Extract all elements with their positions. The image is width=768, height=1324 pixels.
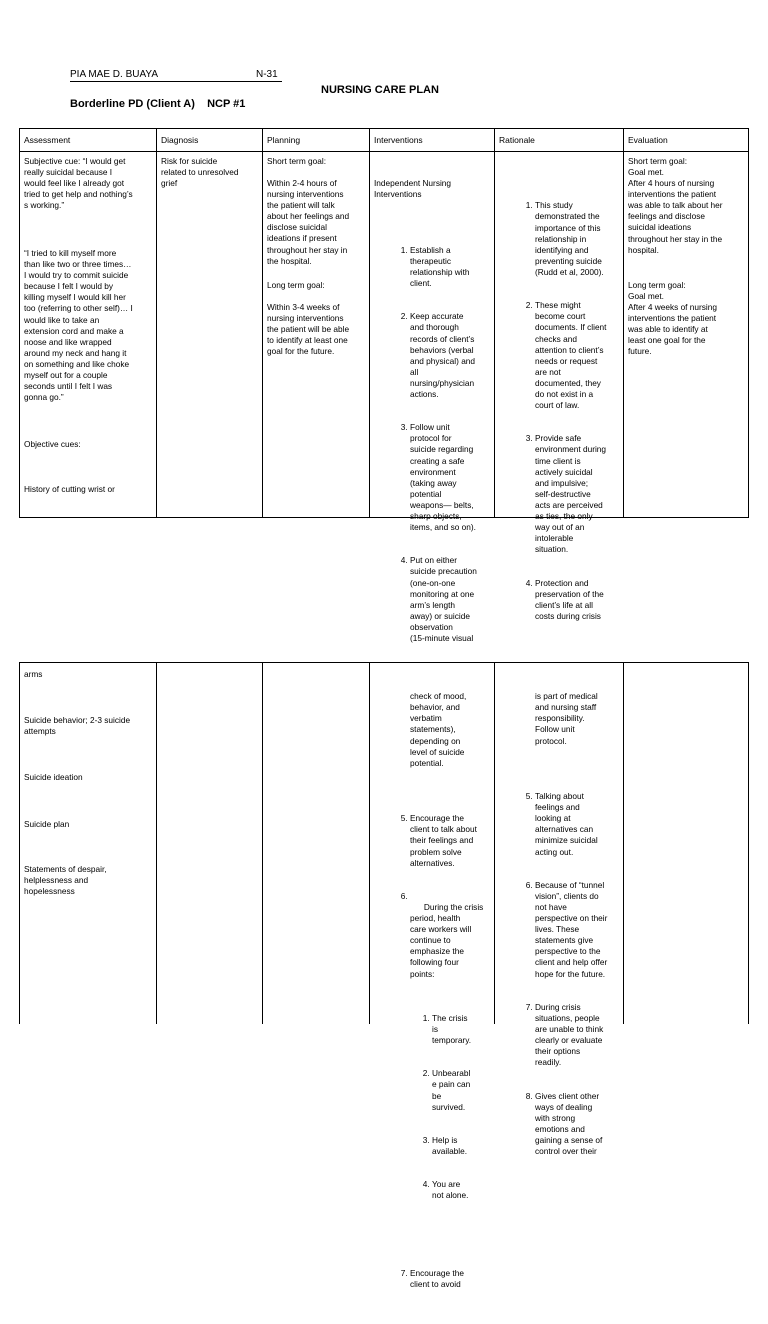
name-line (70, 69, 282, 82)
column-divider (369, 128, 370, 518)
evaluation-short-term-label: Short term goal: (628, 156, 688, 166)
column-divider (748, 662, 749, 1024)
column-divider (494, 662, 495, 1024)
student-code: N-31 (256, 69, 278, 80)
column-header-interventions: Interventions (374, 135, 423, 145)
column-divider (19, 128, 20, 518)
column-divider (748, 128, 749, 518)
interventions-list (374, 223, 494, 667)
rationale-continuation: is part of medical and nursing staff responsibility. Follow unit protocol. (535, 691, 598, 746)
planning-long-term-goal: Within 3-4 weeks of nursing interventions the patient will be able to identify at least one goal for the future. (267, 302, 350, 357)
list-item: 1. Establish a therapeutic relationship with client. (410, 245, 494, 289)
interventions-continuation: check of mood, behavior, and verbatim statements), depending on level of suicide potential. (410, 691, 467, 768)
table-border-top (19, 128, 748, 129)
student-name: PIA MAE D. BUAYA (70, 69, 158, 80)
assessment-objective-cue: Suicide ideation (24, 772, 83, 782)
list-item: 1. This study demonstrated the importance of this relationship in identifying and preventing suicide (Rudd et al, 2000). (535, 200, 623, 278)
list-item: 3. Follow unit protocol for suicide regarding creating a safe environment (taking away potential weapons— belts, sharp objects, items, and so on). (410, 422, 494, 533)
evaluation-long-term-label: Long term goal: (628, 280, 686, 290)
list-item: 6. Because of “tunnel vision”, clients do not have perspective on their lives. These statements give perspective to the client and help offer hope for the future. (535, 880, 623, 980)
column-header-evaluation: Evaluation (628, 135, 668, 145)
column-header-rationale: Rationale (499, 135, 535, 145)
sub-list-item: 4. You are not alone. (432, 1179, 494, 1201)
list-item (410, 891, 494, 1246)
assessment-client-statement: “I tried to kill myself more than like two or three times… I would try to commit suicide because I felt I would by killing myself I would kill her too (referring to other self)… I would like to take an extension cord and make a noose and like wrapped around my neck and hang it on something and like choke myself out for a couple seconds until I felt I was gonna go.” (24, 248, 133, 403)
column-divider (156, 662, 157, 1024)
assessment-history: History of cutting wrist or (24, 484, 115, 494)
page-subtitle: Borderline PD (Client A) NCP #1 (70, 98, 246, 110)
assessment-objective-label: Objective cues: (24, 439, 81, 449)
page-title: NURSING CARE PLAN (321, 84, 439, 96)
interventions-list (374, 791, 494, 1312)
rationale-cell (499, 156, 623, 621)
interventions-heading: Independent Nursing Interventions (374, 178, 452, 200)
sub-list-item: 2. Unbearabl e pain can be survived. (432, 1068, 494, 1112)
interventions-cell-cont (374, 669, 494, 1290)
column-divider (623, 128, 624, 518)
planning-short-term-goal: Within 2-4 hours of nursing interventions the patient will talk about her feelings and disclose suicidal ideations if present throughout her stay in the hospital. (267, 178, 350, 266)
four-points-list (410, 991, 494, 1224)
column-header-diagnosis: Diagnosis (161, 135, 199, 145)
list-item-text: During the crisis period, health care workers will continue to emphasize the following four points: (410, 901, 484, 979)
assessment-objective-cue: Statements of despair, helplessness and hopelessness (24, 864, 107, 897)
list-item: 4. Protection and preservation of the client’s life at all costs during crisis (535, 578, 623, 622)
column-header-assessment: Assessment (24, 135, 71, 145)
assessment-objective-cue: Suicide behavior; 2-3 suicide attempts (24, 715, 131, 737)
column-divider (623, 662, 624, 1024)
interventions-cell (374, 156, 494, 644)
planning-long-term-label: Long term goal: (267, 280, 325, 290)
evaluation-long-term: Goal met. After 4 weeks of nursing interventions the patient was able to identify at least one goal for the future. (628, 291, 718, 357)
column-divider (369, 662, 370, 1024)
assessment-subjective-cue: Subjective cue: “I would get really suicidal because I would feel like I already got tried to get help and nothing’s s working.” (24, 156, 133, 211)
column-divider (262, 128, 263, 518)
list-item: 4. Put on either suicide precaution (one-on-one monitoring at one arm’s length away) or suicide observation (15-minute visual (410, 555, 494, 644)
column-divider (156, 128, 157, 518)
rationale-list (499, 769, 623, 1179)
assessment-objective-cue: Suicide plan (24, 819, 70, 829)
column-divider (262, 662, 263, 1024)
list-item: 5. Talking about feelings and looking at alternatives can minimize suicidal acting out. (535, 791, 623, 858)
planning-short-term-label: Short term goal: (267, 156, 327, 166)
list-item: 2. Keep accurate and thorough records of client’s behaviors (verbal and physical) and all nursing/physician actions. (410, 311, 494, 400)
list-item: 7. During crisis situations, people are unable to think clearly or evaluate their options readily. (535, 1002, 623, 1069)
rationale-cell-cont (499, 669, 623, 1157)
list-item: 8. Gives client other ways of dealing with strong emotions and gaining a sense of control over their (535, 1091, 623, 1158)
sub-list-item: 3. Help is available. (432, 1135, 494, 1157)
header-row-divider (19, 151, 748, 152)
rationale-list (499, 178, 623, 644)
assessment-history-cont: arms (24, 669, 43, 679)
nursing-diagnosis: Risk for suicide related to unresolved grief (161, 156, 239, 189)
sub-list-item: 1. The crisis is temporary. (432, 1013, 494, 1046)
column-divider (19, 662, 20, 1024)
list-item: 5. Encourage the client to talk about their feelings and problem solve alternatives. (410, 813, 494, 868)
list-item: 3. Provide safe environment during time client is actively suicidal and impulsive; self-destructive acts are perceived as ties, the only way out of an intolerable situation. (535, 433, 623, 555)
list-item: 7. Encourage the client to avoid (410, 1268, 494, 1290)
column-header-planning: Planning (267, 135, 301, 145)
evaluation-short-term: Goal met. After 4 hours of nursing interventions the patient was able to talk about her feelings and disclose suicidal ideations throughout her stay in the hospital. (628, 167, 723, 255)
column-divider (494, 128, 495, 518)
list-item: 2. These might become court documents. If client checks and attention to client’s needs or request are not documented, they do not exist in a court of law. (535, 300, 623, 411)
